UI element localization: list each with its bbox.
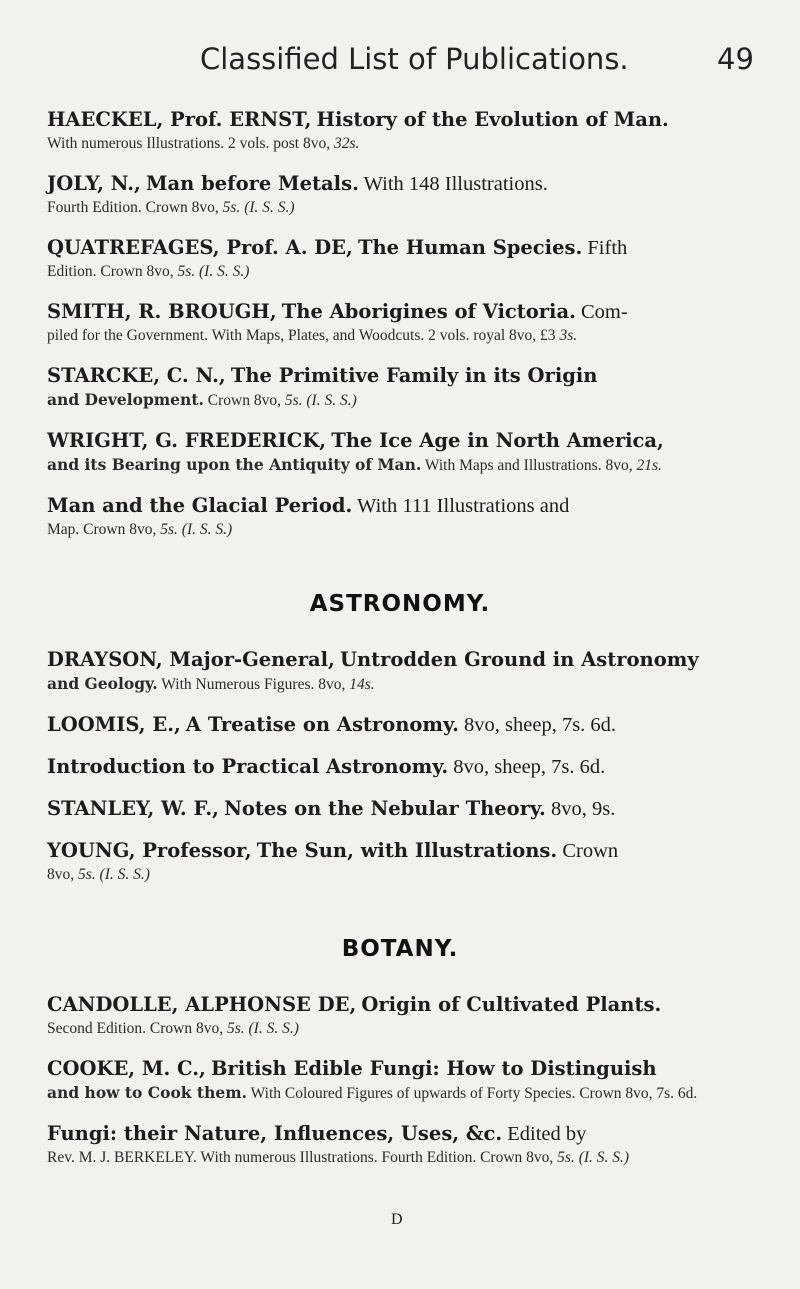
entry-details (47, 197, 753, 219)
entry-series: (I. S. S.) (578, 1149, 630, 1166)
entry-details (47, 261, 753, 283)
entry-title: The Sun, with Illustrations. (256, 839, 558, 862)
entry-heading (47, 796, 753, 822)
entry-author: YOUNG, Professor, (47, 839, 252, 862)
entry-title-extra: With 111 Illustrations and (352, 495, 570, 517)
entry-details (47, 1082, 753, 1105)
entry-price: 5s. (557, 1149, 575, 1166)
entry-title: Origin of Cultivated Plants. (361, 993, 662, 1016)
entry-details (47, 673, 753, 696)
entry-author: HAECKEL, Prof. ERNST, (47, 108, 312, 131)
catalog-entry (47, 647, 753, 696)
entry-series: (I. S. S.) (306, 392, 357, 409)
entry-title: Man and the Glacial Period. (47, 494, 353, 517)
entry-details (47, 1147, 753, 1169)
entry-heading (47, 712, 753, 738)
entry-heading (47, 754, 753, 780)
entry-title-extra: Crown (557, 840, 619, 862)
entry-title-extra: Com- (575, 301, 628, 323)
entry-price: 5s. (284, 392, 303, 409)
entry-author: STARCKE, C. N., (47, 364, 226, 387)
entry-price: 5s. (160, 521, 178, 538)
entry-price: 5s. (222, 199, 241, 216)
entry-author: QUATREFAGES, Prof. A. DE, (47, 236, 353, 259)
entry-details (47, 1018, 753, 1040)
catalog-entry (47, 493, 753, 541)
entry-heading (47, 107, 753, 133)
entry-title-extra: 8vo, sheep, 7s. 6d. (448, 756, 606, 778)
entry-author: SMITH, R. BROUGH, (47, 300, 277, 323)
astronomy-section (47, 647, 753, 886)
entry-title: Notes on the Nebular Theory. (224, 797, 546, 820)
entry-title-extra: 8vo, sheep, 7s. 6d. (458, 714, 617, 736)
entry-heading (47, 235, 753, 261)
entry-imprint: Rev. M. J. BERKELEY. With numerous Illustrations. Fourth Edition. Crown 8vo, (47, 1149, 558, 1166)
entry-price: 5s. (78, 866, 96, 883)
entry-author: DRAYSON, Major-General, (47, 648, 335, 671)
entry-author: WRIGHT, G. FREDERICK, (47, 429, 327, 452)
entry-author: COOKE, M. C., (47, 1057, 206, 1080)
catalog-entry (47, 754, 753, 780)
entry-author: CANDOLLE, ALPHONSE DE, (47, 993, 357, 1016)
entry-details (47, 519, 753, 541)
entry-imprint: piled for the Government. With Maps, Plates, and Woodcuts. 2 vols. royal 8vo, £3 (47, 327, 560, 344)
catalog-entry (47, 1121, 753, 1169)
catalog-entry (47, 838, 753, 886)
catalog-entry (47, 235, 753, 283)
entry-imprint: Map. Crown 8vo, (47, 521, 161, 538)
catalog-entry (47, 1056, 753, 1105)
botany-heading: BOTANY. (341, 936, 459, 962)
entry-author: STANLEY, W. F., (47, 797, 219, 820)
entry-subtitle: and Development. (47, 390, 204, 409)
catalog-entry (47, 428, 753, 477)
astronomy-heading: ASTRONOMY. (309, 591, 491, 617)
entry-title-extra: Fifth (582, 237, 628, 259)
entry-series: (I. S. S.) (181, 521, 233, 538)
entry-imprint: With Maps and Illustrations. 8vo, (421, 457, 637, 474)
entry-title: A Treatise on Astronomy. (185, 713, 459, 736)
entry-price: 14s. (349, 676, 375, 693)
entry-heading (47, 493, 753, 519)
entry-title: British Edible Fungi: How to Distinguish (210, 1057, 657, 1080)
botany-section (47, 992, 753, 1169)
page-title: Classified List of Publications. (200, 42, 629, 76)
entry-title: Fungi: their Nature, Influences, Uses, &c. (47, 1122, 503, 1145)
entry-title: Man before Metals. (145, 172, 359, 195)
catalog-entry (47, 992, 753, 1040)
entry-heading (47, 647, 753, 673)
entry-title: The Human Species. (357, 236, 583, 259)
entry-author: LOOMIS, E., (47, 713, 181, 736)
entry-heading (47, 428, 753, 454)
entry-subtitle: and its Bearing upon the Antiquity of Man. (47, 455, 422, 474)
entry-heading (47, 171, 753, 197)
entry-heading (47, 992, 753, 1018)
entry-imprint: Crown 8vo, (203, 392, 285, 409)
entry-price: 21s. (636, 457, 662, 474)
entry-imprint: With numerous Illustrations. 2 vols. post 8vo, (47, 135, 334, 152)
catalog-entry (47, 712, 753, 738)
entry-heading (47, 1121, 753, 1147)
entry-details (47, 325, 753, 347)
entry-title: History of the Evolution of Man. (316, 108, 669, 131)
entry-author: JOLY, N., (47, 172, 141, 195)
entry-imprint: With Numerous Figures. 8vo, (157, 676, 350, 693)
entry-title-extra: 8vo, 9s. (545, 798, 616, 820)
entry-imprint: Edition. Crown 8vo, (47, 263, 178, 280)
entry-price: 5s. (177, 263, 196, 280)
catalog-entry (47, 363, 753, 412)
running-head (0, 30, 800, 90)
entry-title: The Aborigines of Victoria. (281, 300, 576, 323)
entry-details (47, 454, 753, 477)
entry-title: The Primitive Family in its Origin (230, 364, 598, 387)
entry-heading (47, 1056, 753, 1082)
page-number: 49 (717, 42, 754, 76)
entry-title-extra: With 148 Illustrations. (358, 173, 548, 195)
entry-series: (I. S. S.) (248, 1020, 299, 1037)
catalog-entry (47, 299, 753, 347)
entry-imprint: Fourth Edition. Crown 8vo, (47, 199, 223, 216)
catalog-entry (47, 796, 753, 822)
entry-heading (47, 363, 753, 389)
publication-list (47, 107, 753, 1185)
entry-price: 5s. (226, 1020, 245, 1037)
entry-subtitle: and how to Cook them. (47, 1083, 248, 1102)
signature-mark: D (391, 1211, 403, 1228)
entry-heading (47, 838, 753, 864)
entry-series: (I. S. S.) (99, 866, 150, 883)
entry-title-extra: Edited by (502, 1123, 587, 1145)
entry-title: The Ice Age in North America, (331, 429, 664, 452)
entry-subtitle: and Geology. (47, 674, 158, 693)
entry-title: Untrodden Ground in Astronomy (339, 648, 699, 671)
entry-price: 32s. (333, 135, 360, 152)
entry-imprint: With Coloured Figures of upwards of Forty Species. Crown 8vo, 7s. 6d. (247, 1085, 698, 1102)
entry-details (47, 389, 753, 412)
entry-series: (I. S. S.) (244, 199, 295, 216)
entry-details (47, 133, 753, 155)
entry-details (47, 864, 753, 886)
entry-imprint: Second Edition. Crown 8vo, (47, 1020, 227, 1037)
entry-imprint: 8vo, (47, 866, 78, 883)
entry-heading (47, 299, 753, 325)
anthropology-section (47, 107, 753, 541)
catalog-entry (47, 107, 753, 155)
entry-price: 3s. (559, 327, 578, 344)
entry-series: (I. S. S.) (199, 263, 250, 280)
catalog-entry (47, 171, 753, 219)
entry-title: Introduction to Practical Astronomy. (47, 755, 449, 778)
